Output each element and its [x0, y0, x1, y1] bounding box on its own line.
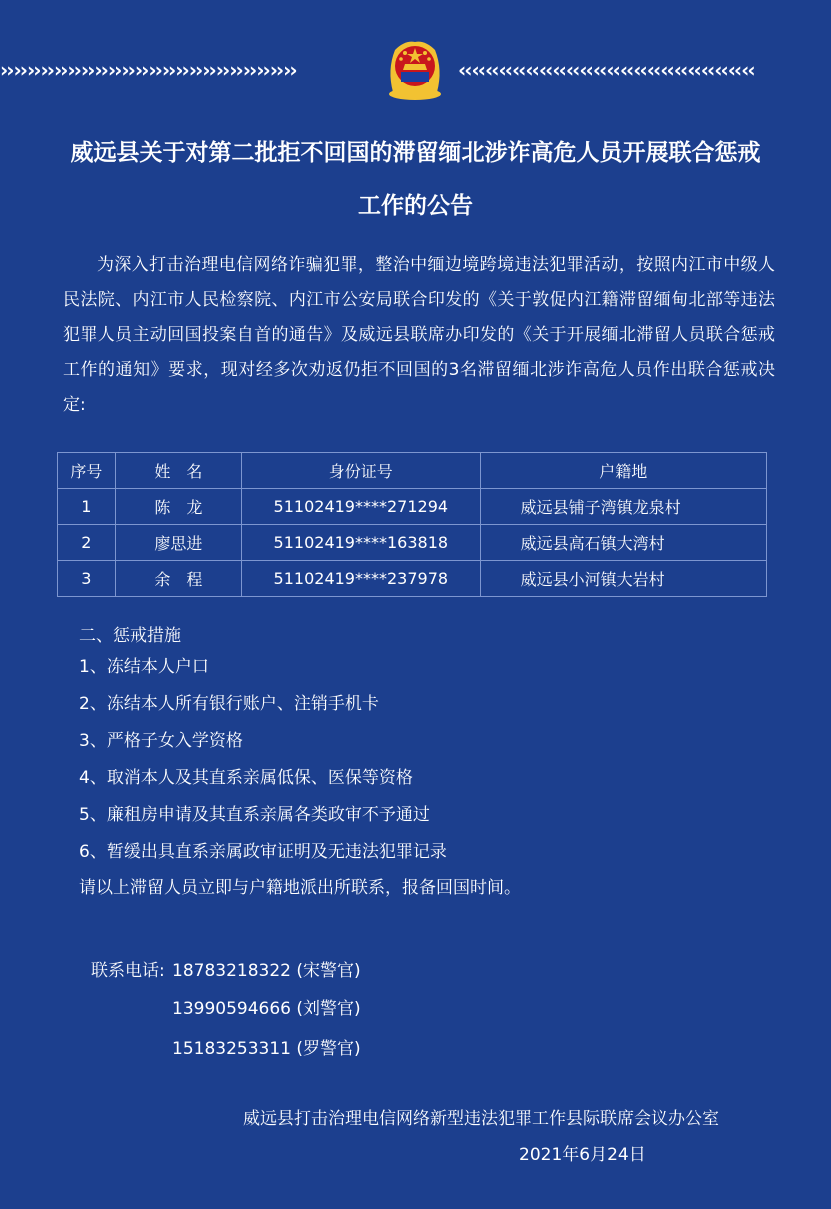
chevron-right-icon: ››	[148, 58, 161, 82]
chevron-left-icon: ‹‹	[741, 58, 754, 82]
cell-index: 2	[58, 525, 116, 561]
cell-id-number: 51102419****237978	[242, 561, 481, 597]
chevron-right-icon: ››	[188, 58, 202, 82]
header-banner	[0, 36, 831, 106]
chevron-left-icon: ‹‹	[687, 58, 700, 82]
list-item: 1、冻结本人户口	[79, 657, 209, 677]
contact-phone[interactable]: 15183253311 (罗警官)	[172, 1039, 361, 1059]
chevron-left-icon: ‹‹	[727, 58, 741, 82]
cell-index: 1	[58, 489, 116, 525]
chevron-left-icon: ‹‹	[498, 58, 511, 82]
list-item: 3、严格子女入学资格	[79, 731, 243, 751]
chevron-right-icon: ››	[256, 58, 269, 82]
table-row	[58, 525, 767, 561]
chevron-right-icon: ››	[40, 58, 53, 82]
chevron-right-icon: ››	[175, 58, 188, 82]
list-item: 5、廉租房申请及其直系亲属各类政审不予通过	[79, 805, 430, 825]
table-row	[58, 561, 767, 597]
chevron-right-icon: ››	[215, 58, 229, 82]
notice-title-line-2: 工作的公告	[358, 193, 473, 219]
chevron-left-icon: ‹‹	[714, 58, 727, 82]
chevron-left-icon: ‹‹	[592, 58, 606, 82]
issuer-office: 威远县打击治理电信网络新型违法犯罪工作县际联席会议办公室	[243, 1109, 719, 1129]
issue-date: 2021年6月24日	[519, 1145, 646, 1165]
chevron-right-icon: ››	[121, 58, 134, 82]
chevron-left-icon: ‹‹	[700, 58, 714, 82]
table-row	[58, 489, 767, 525]
cell-id-number: 51102419****163818	[242, 525, 481, 561]
contact-label: 联系电话:	[91, 961, 165, 981]
cell-name: 陈 龙	[115, 489, 241, 525]
persons-table	[57, 452, 767, 597]
chevron-left-icon: ‹‹	[673, 58, 687, 82]
chevron-left-icon: ‹‹	[538, 58, 552, 82]
cell-id-number: 51102419****271294	[242, 489, 481, 525]
chevron-right-icon: ››	[53, 58, 67, 82]
chevron-right-icon: ››	[202, 58, 215, 82]
list-item: 4、取消本人及其直系亲属低保、医保等资格	[79, 768, 413, 788]
cell-name: 廖思进	[115, 525, 241, 561]
chevron-right-icon: ››	[107, 58, 121, 82]
chevron-left-icon: ‹‹	[458, 58, 471, 82]
chevron-left-icon: ‹‹	[619, 58, 633, 82]
chevron-left-icon: ‹‹	[660, 58, 673, 82]
cell-index: 3	[58, 561, 116, 597]
chevron-left-icon: ‹‹	[646, 58, 660, 82]
header-id-number: 身份证号	[242, 453, 481, 489]
chevron-right-row-icon	[0, 58, 375, 82]
contact-phone[interactable]: 13990594666 (刘警官)	[172, 999, 361, 1019]
chevron-right-icon: ››	[0, 58, 13, 82]
chevron-right-icon: ››	[13, 58, 26, 82]
measures-section-title: 二、惩戒措施	[79, 626, 181, 646]
intro-paragraph: 为深入打击治理电信网络诈骗犯罪，整治中缅边境跨境违法犯罪活动，按照内江市中级人民法院、内江市人民检察院、内江市公安局联合印发的《关于敦促内江籍滞留缅甸北部等违法犯罪人员主动回国投案自首的通告》及威远县联席办印发的《关于开展缅北滞留人员联合惩戒工作的通知》要求，现对经多次劝返仍拒不回国的3名滞留缅北涉诈高危人员作出联合惩戒决定:	[63, 255, 775, 415]
chevron-right-icon: ››	[26, 58, 40, 82]
chevron-left-icon: ‹‹	[525, 58, 538, 82]
chevron-right-icon: ››	[242, 58, 256, 82]
police-emblem-icon	[383, 36, 447, 102]
chevron-right-icon: ››	[67, 58, 80, 82]
table-header-row	[58, 453, 767, 489]
header-household: 户籍地	[480, 453, 766, 489]
chevron-right-icon: ››	[283, 58, 296, 82]
chevron-left-icon: ‹‹	[484, 58, 498, 82]
chevron-right-icon: ››	[269, 58, 283, 82]
chevron-left-icon: ‹‹	[579, 58, 592, 82]
contact-phone[interactable]: 18783218322 (宋警官)	[172, 961, 361, 981]
chevron-right-icon: ››	[80, 58, 94, 82]
report-notice: 请以上滞留人员立即与户籍地派出所联系，报备回国时间。	[79, 878, 521, 898]
cell-household: 威远县小河镇大岩村	[480, 561, 766, 597]
chevron-right-icon: ››	[134, 58, 148, 82]
chevron-left-icon: ‹‹	[606, 58, 619, 82]
chevron-left-icon: ‹‹	[565, 58, 579, 82]
chevron-right-icon: ››	[161, 58, 175, 82]
header-name: 姓 名	[115, 453, 241, 489]
list-item: 2、冻结本人所有银行账户、注销手机卡	[79, 694, 379, 714]
chevron-left-row-icon	[458, 58, 831, 82]
notice-title-line-1: 威远县关于对第二批拒不回国的滞留缅北涉诈高危人员开展联合惩戒	[70, 140, 761, 166]
cell-household: 威远县铺子湾镇龙泉村	[480, 489, 766, 525]
chevron-left-icon: ‹‹	[633, 58, 646, 82]
chevron-right-icon: ››	[94, 58, 107, 82]
list-item: 6、暂缓出具直系亲属政审证明及无违法犯罪记录	[79, 842, 447, 862]
header-index: 序号	[58, 453, 116, 489]
chevron-left-icon: ‹‹	[511, 58, 525, 82]
chevron-left-icon: ‹‹	[471, 58, 484, 82]
cell-name: 余 程	[115, 561, 241, 597]
chevron-left-icon: ‹‹	[552, 58, 565, 82]
chevron-right-icon: ››	[229, 58, 242, 82]
cell-household: 威远县高石镇大湾村	[480, 525, 766, 561]
measures-list	[79, 652, 447, 874]
